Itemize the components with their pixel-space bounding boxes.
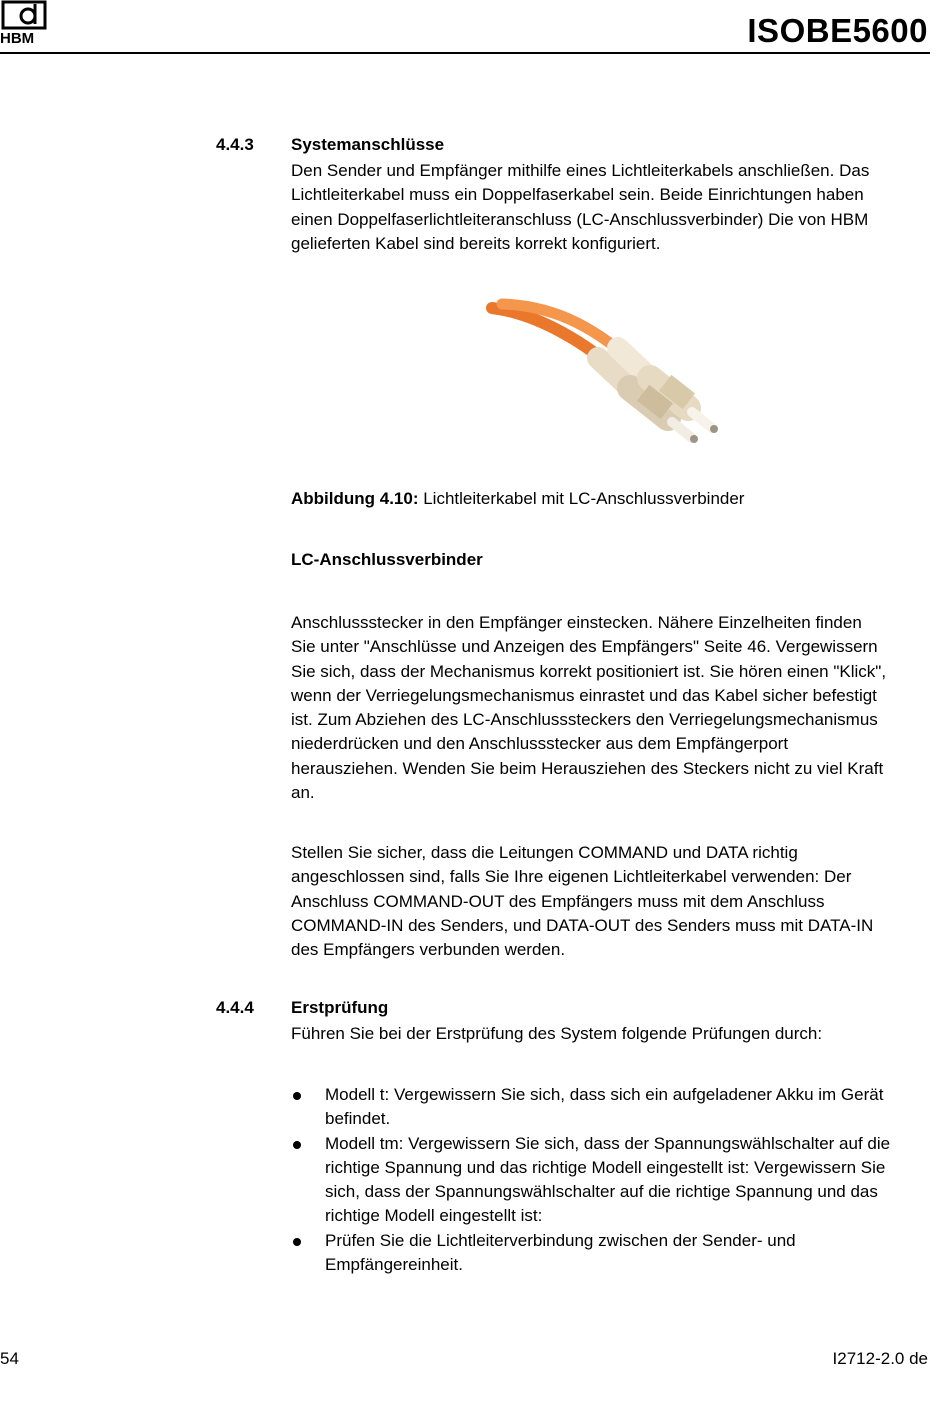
bullet-icon xyxy=(293,1141,301,1149)
text-line: richtige Modell eingestellt ist: xyxy=(325,1206,543,1226)
fiber-cable-figure xyxy=(480,296,750,466)
text-line: Modell tm: Vergewissern Sie sich, dass der Spannungswählschalter auf die xyxy=(325,1133,891,1153)
lc-connector-cable-image xyxy=(480,296,750,466)
text-line: richtige Spannung und das richtige Modell eingestellt ist: Vergewissern Sie xyxy=(325,1157,886,1177)
text-line: herausziehen. Wenden Sie beim Herausziehen des Steckers nicht zu viel Kraft xyxy=(291,758,884,778)
figure-label: Abbildung 4.10: xyxy=(291,489,419,508)
text-line: Empfängereinheit. xyxy=(325,1255,463,1275)
text-line: gelieferten Kabel sind bereits korrekt konfiguriert. xyxy=(291,233,661,253)
subheading-lc-connector: LC-Anschlussverbinder xyxy=(291,550,483,569)
text-line: Modell t: Vergewissern Sie sich, dass sich ein aufgeladener Akku im Gerät xyxy=(325,1085,884,1104)
page-number: 54 xyxy=(0,1349,19,1368)
text-line: wenn der Verriegelungsmechanismus einrastet und das Kabel sicher befestigt xyxy=(291,685,877,705)
list-item xyxy=(291,1083,931,1132)
text-line: Stellen Sie sicher, dass die Leitungen COMMAND und DATA richtig xyxy=(291,843,798,862)
text-line: Prüfen Sie die Lichtleiterverbindung zwischen der Sender- und xyxy=(325,1230,796,1250)
hbm-logo-mark-icon xyxy=(0,0,50,32)
section-title-erstpruefung: Erstprüfung xyxy=(291,998,389,1017)
text-line: einen Doppelfaserlichtleiteranschluss (LC-Anschlussverbinder) Die von HBM xyxy=(291,209,869,229)
command-data-paragraph xyxy=(291,841,931,962)
list-item xyxy=(291,1229,931,1278)
text-line: an. xyxy=(291,783,315,803)
section-title-systemanschluesse: Systemanschlüsse xyxy=(291,135,445,154)
text-line: Lichtleiterkabel muss ein Doppelfaserkabel sein. Beide Einrichtungen haben xyxy=(291,185,864,205)
section-443-paragraph xyxy=(291,159,931,256)
bullet-icon xyxy=(293,1092,301,1100)
document-title: ISOBE5600 xyxy=(747,12,928,49)
text-line: COMMAND-IN des Senders, und DATA-OUT des Senders muss mit DATA-IN xyxy=(291,915,874,935)
text-line: Anschlussstecker in den Empfänger einstecken. Nähere Einzelheiten finden xyxy=(291,613,862,632)
document-id: I2712-2.0 de xyxy=(832,1349,928,1368)
logo-text: HBM xyxy=(0,30,35,47)
text-line: Anschluss COMMAND-OUT des Empfängers muss mit dem Anschluss xyxy=(291,891,825,911)
figure-caption xyxy=(291,489,744,509)
text-line: des Empfängers verbunden werden. xyxy=(291,940,566,960)
text-line: befindet. xyxy=(325,1109,391,1129)
text-line: Sie unter "Anschlüsse und Anzeigen des Empfängers" Seite 46. Vergewissern xyxy=(291,637,878,657)
figure-caption-text: Lichtleiterkabel mit LC-Anschlussverbinder xyxy=(418,489,745,508)
text-line: sich, dass der Spannungswählschalter auf die richtige Spannung und das xyxy=(325,1182,878,1202)
text-line: niederdrücken und den Anschlussstecker aus dem Empfängerport xyxy=(291,734,789,754)
text-line: Den Sender und Empfänger mithilfe eines Lichtleiterkabels anschließen. Das xyxy=(291,161,870,180)
text-line: ist. Zum Abziehen des LC-Anschlusssteckers den Verriegelungsmechanismus xyxy=(291,710,878,730)
text-line: Sie sich, dass der Mechanismus korrekt positioniert ist. Sie hören einen "Klick", xyxy=(291,661,887,681)
check-list xyxy=(291,1083,931,1277)
bullet-icon xyxy=(293,1238,301,1246)
connector-instructions-paragraph xyxy=(291,611,931,805)
header-divider xyxy=(0,52,930,54)
text-line: angeschlossen sind, falls Sie Ihre eigenen Lichtleiterkabel verwenden: Der xyxy=(291,867,852,887)
section-number-4-4-4: 4.4.4 xyxy=(216,998,254,1017)
list-item xyxy=(291,1132,931,1229)
section-444-intro: Führen Sie bei der Erstprüfung des System folgende Prüfungen durch: xyxy=(291,1024,823,1043)
section-number-4-4-3: 4.4.3 xyxy=(216,135,254,154)
